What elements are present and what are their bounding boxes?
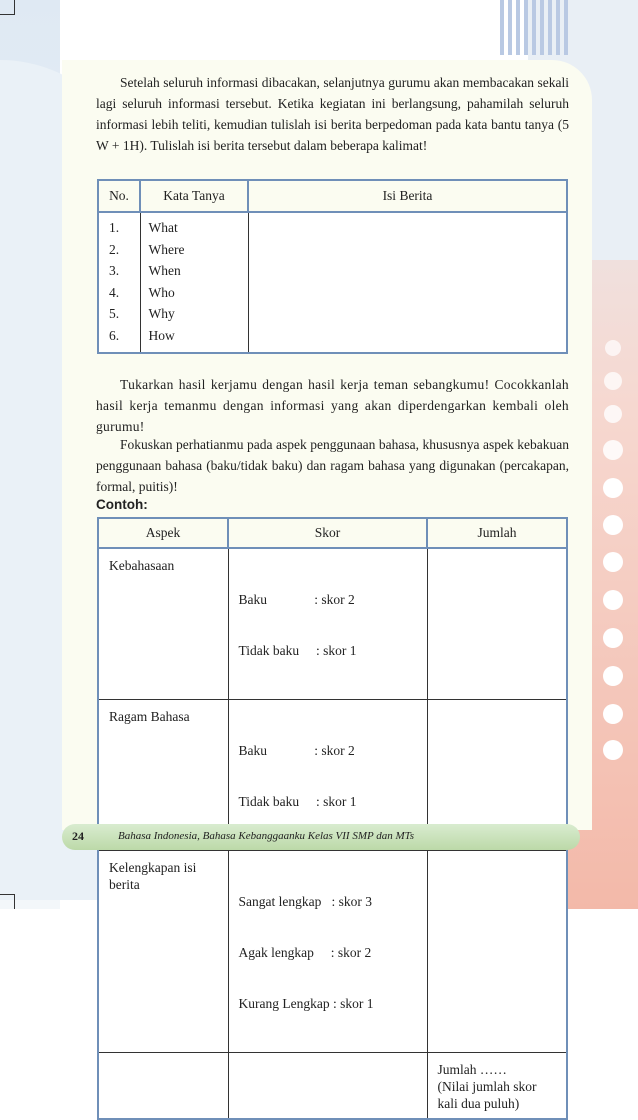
skor-cell <box>228 548 427 700</box>
aspek-text: Kelengkapan isi <box>109 860 197 875</box>
skor-line: Tidak baku : skor 1 <box>238 643 357 658</box>
paragraph-exchange: Tukarkan hasil kerjamu dengan hasil kerja teman sebangkumu! Cocokkanlah hasil kerja temanmu dengan informasi yang akan diperdengarkan kembali oleh gurumu! <box>96 377 569 434</box>
header-aspek: Aspek <box>98 518 228 548</box>
question-word: Where <box>148 241 185 257</box>
aspek-text: Ragam Bahasa <box>109 709 190 724</box>
skor-line: Baku : skor 2 <box>238 743 355 758</box>
decorative-dot <box>604 405 622 423</box>
empty-cell <box>98 1053 228 1120</box>
scoring-table <box>97 517 568 1120</box>
total-line: kali dua puluh) <box>437 1096 520 1111</box>
decorative-dot <box>603 704 623 724</box>
kata-tanya-column <box>140 212 248 353</box>
skor-line: Baku : skor 2 <box>238 592 355 607</box>
contoh-label: Contoh: <box>96 497 148 512</box>
skor-line: Tidak baku : skor 1 <box>238 794 357 809</box>
question-word: How <box>148 327 175 343</box>
question-word: When <box>148 263 181 278</box>
question-word: Who <box>148 284 175 300</box>
header-skor: Skor <box>228 518 427 548</box>
table-row-total <box>98 1053 567 1120</box>
paragraph-focus: Fokuskan perhatianmu pada aspek penggunaan bahasa, khususnya aspek kebakuan penggunaan bahasa (baku/tidak baku) dan ragam bahasa yang digunakan (percakapan, formal, puitis)! <box>96 437 569 494</box>
aspek-text: berita <box>109 877 140 892</box>
header-kata-tanya: Kata Tanya <box>140 180 248 212</box>
decorative-dot <box>605 340 621 356</box>
crop-mark-bottom-left <box>0 894 15 909</box>
decorative-dot <box>604 372 622 390</box>
total-line: Jumlah …… <box>437 1062 507 1077</box>
row-number: 6. <box>109 327 120 343</box>
crop-mark-top-left <box>0 0 15 15</box>
jumlah-total-cell <box>427 1053 567 1120</box>
isi-berita-blank-cell <box>248 212 567 353</box>
question-word: What <box>148 220 178 235</box>
aspek-cell <box>98 548 228 700</box>
row-number: 2. <box>109 241 120 257</box>
number-column <box>98 212 140 353</box>
empty-cell <box>228 1053 427 1120</box>
header-jumlah: Jumlah <box>427 518 567 548</box>
decorative-dot <box>603 666 623 686</box>
skor-cell <box>228 851 427 1053</box>
book-title: Bahasa Indonesia, Bahasa Kebanggaanku Kelas VII SMP dan MTs <box>118 830 415 842</box>
decorative-stripes <box>500 0 570 55</box>
skor-line: Kurang Lengkap : skor 1 <box>238 996 374 1011</box>
decorative-dot <box>603 440 623 460</box>
question-word: Why <box>148 306 175 321</box>
row-number: 5. <box>109 306 120 321</box>
decorative-dot <box>603 628 623 648</box>
table-row <box>98 851 567 1053</box>
row-number: 3. <box>109 263 120 278</box>
decorative-dot <box>603 478 623 498</box>
page-number: 24 <box>72 829 84 843</box>
total-line: (Nilai jumlah skor <box>437 1079 537 1094</box>
kata-tanya-table <box>97 179 568 354</box>
decorative-dot <box>603 515 623 535</box>
row-number: 1. <box>109 220 120 235</box>
aspek-text: Kebahasaan <box>109 558 175 573</box>
jumlah-cell <box>427 851 567 1053</box>
jumlah-cell <box>427 548 567 700</box>
intro-paragraph: Setelah seluruh informasi dibacakan, selanjutnya gurumu akan membacakan sekali lagi seluruh informasi tersebut. Ketika kegiatan ini berlangsung, pahamilah seluruh informasi lebih teliti, kemudian tulislah isi berita berpedoman pada kata bantu tanya (5 W + 1H). Tulislah isi berita tersebut dalam beberapa kalimat! <box>96 75 569 153</box>
aspek-cell <box>98 851 228 1053</box>
table-row <box>98 548 567 700</box>
decorative-dot <box>603 590 623 610</box>
skor-line: Sangat lengkap : skor 3 <box>238 894 372 909</box>
decorative-dot <box>603 740 623 760</box>
header-isi-berita: Isi Berita <box>248 180 567 212</box>
row-number: 4. <box>109 284 120 300</box>
header-no: No. <box>98 180 140 212</box>
decorative-dot <box>603 552 623 572</box>
skor-line: Agak lengkap : skor 2 <box>238 945 372 960</box>
